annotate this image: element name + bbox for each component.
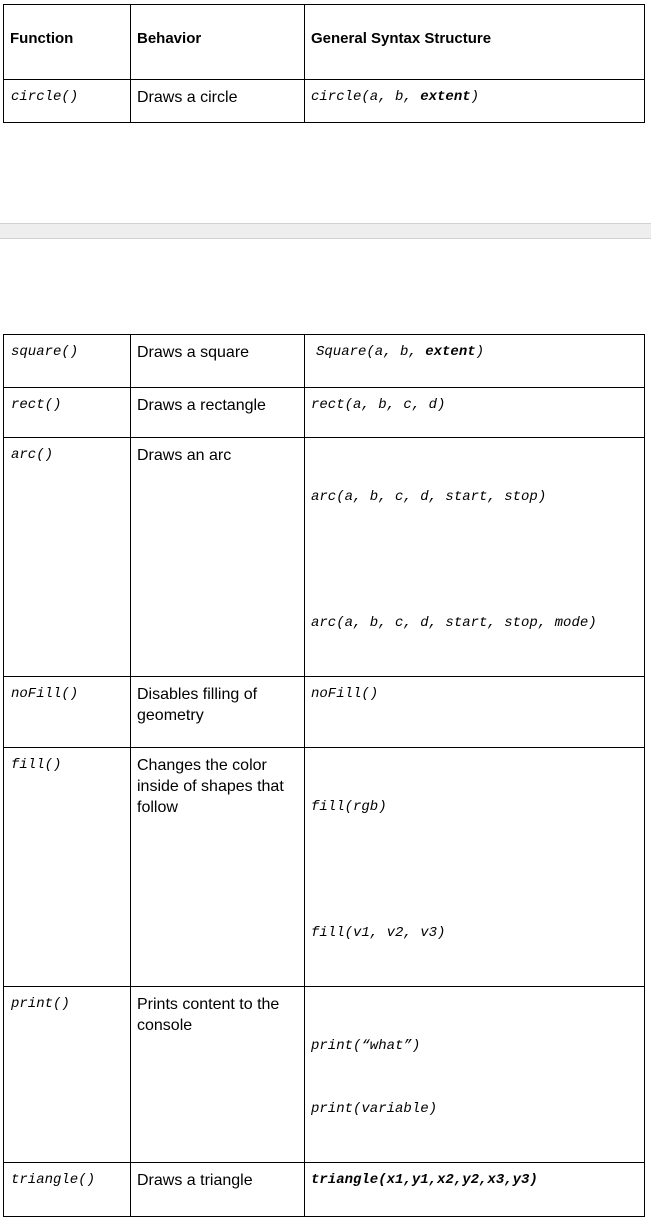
function-cell: arc() bbox=[4, 438, 131, 677]
syntax-line: print(variable) bbox=[311, 1101, 438, 1117]
behavior-cell: Draws a square bbox=[131, 335, 305, 388]
table-row bbox=[4, 677, 645, 748]
header-cell-syntax: General Syntax Structure bbox=[305, 5, 645, 80]
table-header-row bbox=[4, 5, 645, 80]
function-cell: rect() bbox=[4, 388, 131, 438]
syntax-line: arc(a, b, c, d, start, stop) bbox=[311, 489, 547, 505]
behavior-cell: Draws a triangle bbox=[131, 1163, 305, 1217]
function-cell: triangle() bbox=[4, 1163, 131, 1217]
syntax-cell bbox=[305, 438, 645, 677]
syntax-line: fill(rgb) bbox=[311, 799, 387, 815]
syntax-cell bbox=[305, 80, 645, 123]
syntax-cell bbox=[305, 335, 645, 388]
page-break-band bbox=[0, 223, 651, 239]
header-cell-behavior: Behavior bbox=[131, 5, 305, 80]
function-cell: noFill() bbox=[4, 677, 131, 748]
syntax-line: print(“what”) bbox=[311, 1038, 421, 1054]
syntax-bold-param: extent bbox=[425, 344, 476, 360]
syntax-cell: triangle(x1,y1,x2,y2,x3,y3) bbox=[305, 1163, 645, 1217]
line-gap bbox=[311, 860, 644, 881]
table-row bbox=[4, 748, 645, 987]
behavior-cell: Draws an arc bbox=[131, 438, 305, 677]
behavior-cell: Changes the color inside of shapes that follow bbox=[131, 748, 305, 987]
function-cell: circle() bbox=[4, 80, 131, 123]
function-table-bottom bbox=[3, 334, 645, 1217]
syntax-cell bbox=[305, 987, 645, 1163]
syntax-line: arc(a, b, c, d, start, stop, mode) bbox=[311, 615, 597, 631]
table-row bbox=[4, 1163, 645, 1217]
function-table-top bbox=[3, 4, 645, 123]
syntax-text: Square(a, b, bbox=[316, 344, 426, 360]
syntax-cell: rect(a, b, c, d) bbox=[305, 388, 645, 438]
syntax-text-end: ) bbox=[475, 344, 485, 360]
table-row bbox=[4, 335, 645, 388]
function-cell: print() bbox=[4, 987, 131, 1163]
line-gap bbox=[311, 550, 644, 571]
syntax-cell: noFill() bbox=[305, 677, 645, 748]
header-cell-function: Function bbox=[4, 5, 131, 80]
syntax-bold-param: extent bbox=[420, 89, 471, 105]
table-row bbox=[4, 987, 645, 1163]
syntax-text: circle(a, b, bbox=[311, 89, 421, 105]
syntax-line: fill(v1, v2, v3) bbox=[311, 925, 446, 941]
table-row bbox=[4, 388, 645, 438]
behavior-cell: Draws a circle bbox=[131, 80, 305, 123]
behavior-cell: Disables filling of geometry bbox=[131, 677, 305, 748]
function-cell: fill() bbox=[4, 748, 131, 987]
behavior-cell: Prints content to the console bbox=[131, 987, 305, 1163]
function-cell: square() bbox=[4, 335, 131, 388]
syntax-cell bbox=[305, 748, 645, 987]
table-row bbox=[4, 80, 645, 123]
behavior-cell: Draws a rectangle bbox=[131, 388, 305, 438]
syntax-text-end: ) bbox=[470, 89, 480, 105]
table-row bbox=[4, 438, 645, 677]
